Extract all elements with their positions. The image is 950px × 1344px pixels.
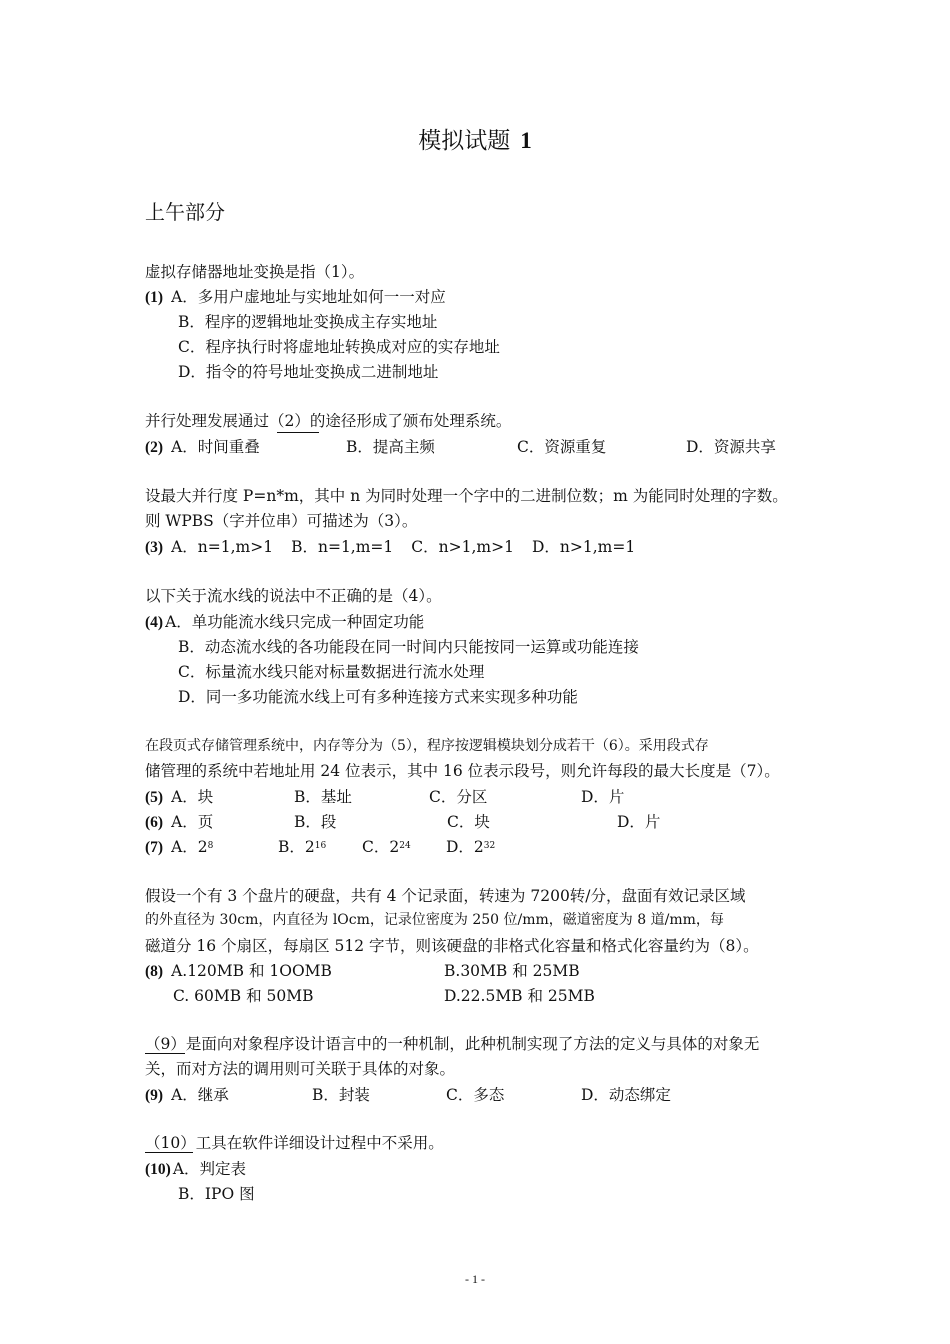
question-7-options: (7) A．$2^8$ bbox=[145, 838, 214, 856]
question-1-option-a: (1) A．多用户虚地址与实地址如何一一对应 bbox=[145, 288, 446, 306]
question-6-option-b: B．段 bbox=[294, 813, 337, 831]
question-8-stem-line-3: 磁道分 16 个扇区，每扇区 512 字节，则该硬盘的非格式化容量和格式化容量约为（8）。 bbox=[145, 937, 759, 955]
question-5-option-b: B．基址 bbox=[294, 788, 352, 806]
question-9-stem-line-2: 关，而对方法的调用则可关联于具体的对象。 bbox=[145, 1060, 456, 1078]
question-6-option-d: D．片 bbox=[617, 813, 661, 831]
question-5-options: (5) A．块 bbox=[145, 788, 214, 806]
answer-blank-underline bbox=[277, 432, 319, 433]
question-9-option-c: C．多态 bbox=[446, 1086, 505, 1104]
question-7-option-c: C．$2^{24}$ bbox=[362, 838, 411, 856]
question-4-option-b: B．动态流水线的各功能段在同一时间内只能按同一运算或功能连接 bbox=[178, 638, 639, 656]
question-8-option-b: B.30MB 和 25MB bbox=[444, 962, 580, 980]
question-3-options: (3) A．n=1,m>1 B．n=1,m=1 C．n>1,m>1 D．n>1,m=1 bbox=[145, 538, 636, 556]
question-4-option-a: (4) A．单功能流水线只完成一种固定功能 bbox=[145, 613, 425, 631]
question-5-option-d: D．片 bbox=[581, 788, 625, 806]
question-1-option-d: D．指令的符号地址变换成二进制地址 bbox=[178, 363, 439, 381]
question-8-option-c: C. 60MB 和 50MB bbox=[173, 987, 314, 1005]
question-9-stem-line-1: （9）是面向对象程序设计语言中的一种机制，此种机制实现了方法的定义与具体的对象无 bbox=[145, 1035, 760, 1053]
question-6-option-c: C．块 bbox=[447, 813, 490, 831]
question-10-stem: （10）工具在软件详细设计过程中不采用。 bbox=[145, 1134, 444, 1152]
answer-blank-underline bbox=[145, 1053, 185, 1054]
answer-blank-underline bbox=[145, 1152, 193, 1153]
question-7-option-b: B．$2^{16}$ bbox=[278, 838, 327, 856]
question-8-stem-line-2: 的外直径为 30cm，内直径为 lOcm，记录位密度为 250 位/mm，磁道密度为 8 道/mm，每 bbox=[145, 912, 724, 928]
question-5-stem-line-1: 在段页式存储管理系统中，内存等分为（5），程序按逻辑模块划分成若干（6）。采用段式存 bbox=[145, 738, 709, 754]
question-2-option-b: B．提高主频 bbox=[346, 438, 435, 456]
section-heading: 上午部分 bbox=[145, 200, 225, 224]
question-3-stem-line-2: 则 WPBS（字并位串）可描述为（3）。 bbox=[145, 512, 418, 530]
question-10-option-a: (10) A．判定表 bbox=[145, 1160, 247, 1178]
question-2-option-a: (2) A．时间重叠 bbox=[145, 438, 260, 456]
question-9-option-b: B．封装 bbox=[312, 1086, 370, 1104]
question-8-option-d: D.22.5MB 和 25MB bbox=[444, 987, 595, 1005]
question-2-option-d: D．资源共享 bbox=[686, 438, 776, 456]
question-2-stem: 并行处理发展通过（2）的途径形成了颁布处理系统。 bbox=[145, 412, 512, 430]
question-9-option-a: (9) A．继承 bbox=[145, 1086, 229, 1104]
question-3-stem-line-1: 设最大并行度 P=n*m，其中 n 为同时处理一个字中的二进制位数；m 为能同时处理的字数。 bbox=[145, 487, 788, 505]
question-4-stem: 以下关于流水线的说法中不正确的是（4）。 bbox=[145, 587, 442, 605]
question-6-options: (6) A．页 bbox=[145, 813, 214, 831]
question-5-stem-line-2: 储管理的系统中若地址用 24 位表示，其中 16 位表示段号，则允许每段的最大长度是（7）。 bbox=[145, 762, 780, 780]
question-4-option-d: D．同一多功能流水线上可有多种连接方式来实现多种功能 bbox=[178, 688, 578, 706]
question-9-option-d: D．动态绑定 bbox=[581, 1086, 671, 1104]
question-4-option-c: C．标量流水线只能对标量数据进行流水处理 bbox=[178, 663, 485, 681]
question-7-option-d: D．$2^{32}$ bbox=[446, 838, 496, 856]
page-title: 模拟试题 1 bbox=[418, 128, 532, 154]
question-8-option-a: (8) A.120MB 和 1OOMB bbox=[145, 962, 332, 980]
question-8-stem-line-1: 假设一个有 3 个盘片的硬盘，共有 4 个记录面，转速为 7200转/分，盘面有效记录区域 bbox=[145, 887, 746, 905]
question-1-option-b: B．程序的逻辑地址变换成主存实地址 bbox=[178, 313, 438, 331]
question-2-option-c: C．资源重复 bbox=[517, 438, 607, 456]
question-10-option-b: B．IPO 图 bbox=[178, 1185, 255, 1203]
question-5-option-c: C．分区 bbox=[429, 788, 488, 806]
question-1-stem: 虚拟存储器地址变换是指（1）。 bbox=[145, 263, 365, 281]
page-number: - 1 - bbox=[465, 1272, 485, 1286]
question-1-option-c: C．程序执行时将虚地址转换成对应的实存地址 bbox=[178, 338, 500, 356]
